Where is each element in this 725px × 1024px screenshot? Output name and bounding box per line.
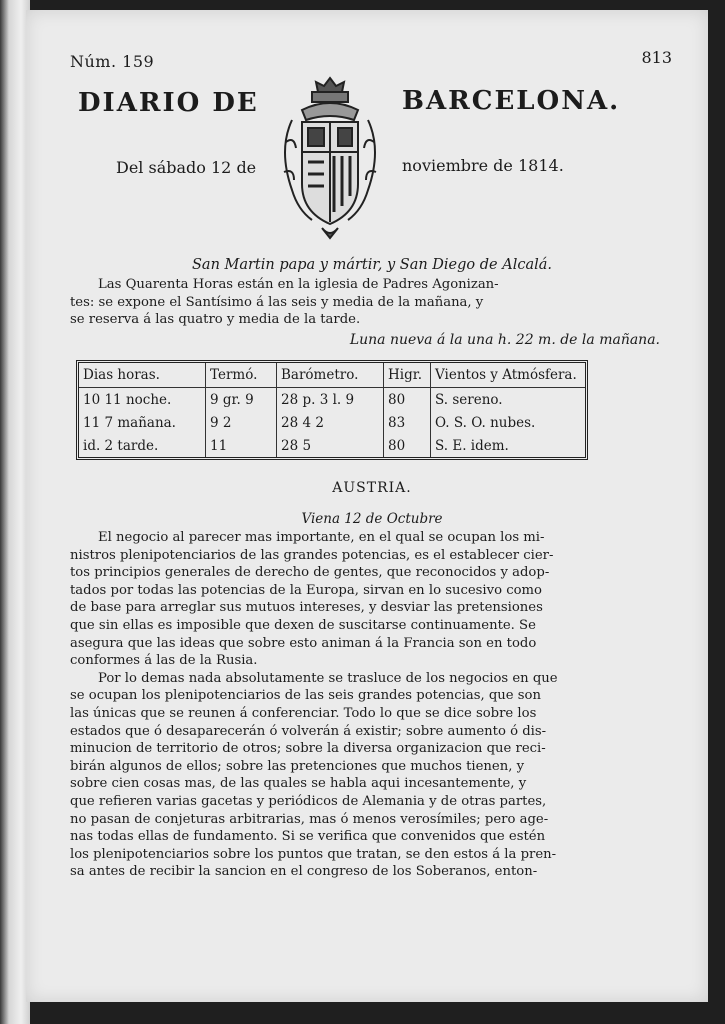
table-cell: S. sereno. [431,388,586,412]
table-cell: 9 2 [206,411,277,434]
text-line: asegura que las ideas que sobre esto animan á la Francia son en todo [70,635,537,651]
text-line: no pasan de conjeturas arbitrarias, mas ó menos verosímiles; pero age- [70,811,549,827]
col-dias-horas: Dias horas. [79,363,206,388]
text-line: que sin ellas es imposible que dexen de suscitarse continuamente. Se [70,617,536,633]
table-cell: 9 gr. 9 [206,388,277,412]
table-cell: S. E. idem. [431,434,586,457]
col-termometro: Termó. [206,363,277,388]
newspaper-page [26,10,708,1002]
table-cell: 80 [384,434,431,457]
prayer-line: tes: se expone el Santísimo á las seis y media de la mañana, y [70,294,484,310]
text-line: los plenipotenciarios sobre los puntos que tratan, se den estos á la pren- [70,846,557,862]
text-line: de base para arreglar sus mutuos intereses, y desviar las pretensiones [70,600,543,616]
text-line: conformes á las de la Rusia. [70,653,258,669]
date-right: noviembre de 1814. [402,156,564,175]
text-line: estados que ó desaparecerán ó volverán á existir; sobre aumento ó dis- [70,723,547,739]
table-cell: 28 4 2 [277,411,384,434]
text-line: sobre cien cosas mas, de las quales se habla aqui incesantemente, y [70,776,527,792]
weather-table [76,360,588,460]
table-cell: 28 5 [277,434,384,457]
text-line: El negocio al parecer mas importante, en el qual se ocupan los mi- [98,530,545,545]
text-line: se ocupan los plenipotenciarios de las seis grandes potencias, que son [70,688,541,704]
text-line: minucion de territorio de otros; sobre la diversa organizacion que reci- [70,741,546,757]
paragraph-2 [70,670,674,881]
paragraph-1 [70,529,674,670]
masthead-title-right: BARCELONA. [402,86,621,116]
saints-of-the-day: San Martin papa y mártir, y San Diego de Alcalá. [191,257,552,273]
issue-number: Núm. 159 [70,52,155,71]
forty-hours-notice [70,276,674,329]
table-cell: 11 [206,434,277,457]
barcelona-crest-icon [272,72,388,242]
table-cell: 10 11 noche. [83,391,172,408]
text-line: nas todas ellas de fundamento. Si se verifica que convenidos que estén [70,829,546,845]
col-barometro: Barómetro. [277,363,384,388]
text-line: sa antes de recibir la sancion en el congreso de los Soberanos, enton- [70,864,538,880]
text-line: tos principios generales de derecho de gentes, que reconocidos y adop- [70,565,550,581]
page-number: 813 [641,48,672,67]
table-row [79,434,585,457]
table-cell: O. S. O. nubes. [431,411,586,434]
table-cell: id. 2 tarde. [83,437,159,454]
text-line: las únicas que se reunen á conferenciar. Todo lo que se dice sobre los [70,705,537,721]
table-cell: 11 7 mañana. [83,414,176,431]
text-line: que refieren varias gacetas y periódicos de Alemania y de otras partes, [70,793,547,809]
masthead-title-left: DIARIO DE [78,88,259,118]
date-left: Del sábado 12 de [116,158,257,177]
table-cell: 28 p. 3 l. 9 [277,388,384,412]
prayer-line: se reserva á las quatro y media de la tarde. [70,312,361,328]
weather-header-row [79,363,585,388]
text-line: tados por todas las potencias de la Europa, sirvan en lo sucesivo como [70,582,543,598]
table-cell: 80 [384,388,431,412]
col-vientos: Vientos y Atmósfera. [431,363,586,388]
text-line: birán algunos de ellos; sobre las pretenciones que muchos tienen, y [70,758,525,774]
table-cell: 83 [384,411,431,434]
dateline: Viena 12 de Octubre [301,511,443,527]
article-body [70,529,674,881]
table-row [79,411,585,434]
prayer-line: Las Quarenta Horas están en la iglesia de Padres Agonizan- [98,277,499,292]
text-line: Por lo demas nada absolutamente se trasluce de los negocios en que [98,670,558,686]
text-line: nistros plenipotenciarios de las grandes potencias, es el establecer cier- [70,547,554,563]
col-higrometro: Higr. [384,363,431,388]
section-heading: AUSTRIA. [332,480,412,496]
moon-phase: Luna nueva á la una h. 22 m. de la mañana. [349,332,660,348]
table-row [79,388,585,412]
